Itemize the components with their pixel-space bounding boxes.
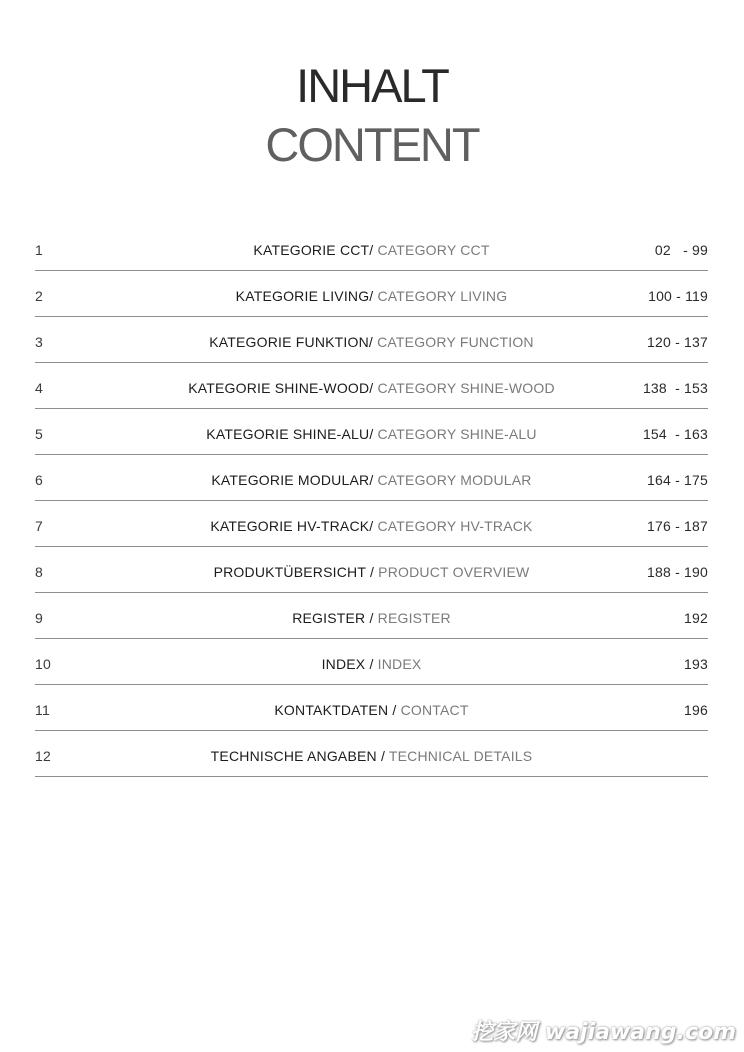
toc-label-english: CONTACT: [400, 702, 469, 718]
toc-row[interactable]: [35, 731, 708, 777]
toc-number: 2: [35, 288, 43, 304]
toc-label: [35, 518, 708, 534]
toc-label-separator: /: [376, 748, 389, 764]
toc-number: 7: [35, 518, 43, 534]
toc-number: 11: [35, 702, 50, 718]
toc-row[interactable]: [35, 317, 708, 363]
toc-pages: 154 - 163: [642, 426, 708, 442]
toc-row[interactable]: [35, 685, 708, 731]
toc-label-german: KATEGORIE HV-TRACK/: [210, 518, 374, 534]
toc-pages: 192: [684, 610, 708, 626]
toc-pages: 138 - 153: [642, 380, 708, 396]
toc-pages: 02 - 99: [654, 242, 708, 258]
toc-number: 12: [35, 748, 51, 764]
toc-label-english: CATEGORY HV-TRACK: [373, 518, 533, 534]
toc-number: 8: [35, 564, 43, 580]
toc-label: [35, 472, 708, 488]
toc-label: [35, 656, 708, 672]
toc-row[interactable]: [35, 225, 708, 271]
toc-number: 9: [35, 610, 43, 626]
toc-label-english: INDEX: [377, 656, 422, 672]
toc-row[interactable]: [35, 271, 708, 317]
toc-label: [35, 748, 708, 764]
toc-label-german: TECHNISCHE ANGABEN: [210, 748, 377, 764]
toc-number: 4: [35, 380, 43, 396]
toc-label-german: KATEGORIE FUNKTION/: [209, 334, 374, 350]
toc-row[interactable]: [35, 363, 708, 409]
toc-number: 6: [35, 472, 43, 488]
toc-label-english: CATEGORY FUNCTION: [373, 334, 534, 350]
toc-label: [35, 380, 708, 396]
toc-label-english: PRODUCT OVERVIEW: [378, 564, 530, 580]
toc-label-english: CATEGORY CCT: [373, 242, 490, 258]
toc-pages: 120 - 137: [647, 334, 708, 350]
toc-number: 10: [35, 656, 51, 672]
toc-label-german: KONTAKTDATEN: [274, 702, 389, 718]
toc-label-german: KATEGORIE SHINE-WOOD/: [188, 380, 374, 396]
toc-label-separator: /: [365, 656, 378, 672]
toc-label: [35, 426, 708, 442]
toc-pages: 164 - 175: [647, 472, 708, 488]
toc-row[interactable]: [35, 455, 708, 501]
toc-label-english: CATEGORY LIVING: [373, 288, 508, 304]
toc-label: [35, 288, 708, 304]
toc-number: 5: [35, 426, 43, 442]
toc-pages: 193: [684, 656, 708, 672]
toc-label-german: PRODUKTÜBERSICHT: [213, 564, 366, 580]
site-watermark: 挖家网 wajiawang.com: [471, 1020, 736, 1045]
page-title-german: INHALT: [296, 59, 448, 112]
toc-pages: 188 - 190: [647, 564, 708, 580]
toc-label-english: CATEGORY SHINE-WOOD: [373, 380, 555, 396]
toc-label-english: CATEGORY SHINE-ALU: [373, 426, 537, 442]
toc-label-separator: /: [388, 702, 401, 718]
toc-label-english: REGISTER: [377, 610, 451, 626]
toc-label-english: TECHNICAL DETAILS: [388, 748, 533, 764]
toc-label-separator: /: [365, 564, 379, 580]
toc-label: [35, 564, 708, 580]
table-of-contents: [35, 225, 708, 777]
toc-label-german: KATEGORIE LIVING/: [235, 288, 374, 304]
toc-number: 3: [35, 334, 43, 350]
toc-label: [35, 610, 708, 626]
toc-pages: 196: [684, 702, 708, 718]
toc-label-german: REGISTER: [292, 610, 366, 626]
toc-row[interactable]: [35, 639, 708, 685]
toc-row[interactable]: [35, 409, 708, 455]
toc-label-german: INDEX: [321, 656, 366, 672]
toc-label-german: KATEGORIE CCT/: [253, 242, 374, 258]
toc-label-german: KATEGORIE MODULAR/: [211, 472, 374, 488]
toc-label: [35, 702, 708, 718]
toc-row[interactable]: [35, 593, 708, 639]
page-title-english: CONTENT: [265, 118, 479, 171]
toc-label-english: CATEGORY MODULAR: [373, 472, 532, 488]
toc-label-german: KATEGORIE SHINE-ALU/: [206, 426, 374, 442]
toc-label: [35, 242, 708, 258]
toc-pages: 100 - 119: [648, 288, 708, 304]
toc-label-separator: /: [365, 610, 378, 626]
toc-row[interactable]: [35, 501, 708, 547]
toc-number: 1: [35, 242, 43, 258]
toc-pages: 176 - 187: [647, 518, 708, 534]
toc-label: [35, 334, 708, 350]
toc-row[interactable]: [35, 547, 708, 593]
